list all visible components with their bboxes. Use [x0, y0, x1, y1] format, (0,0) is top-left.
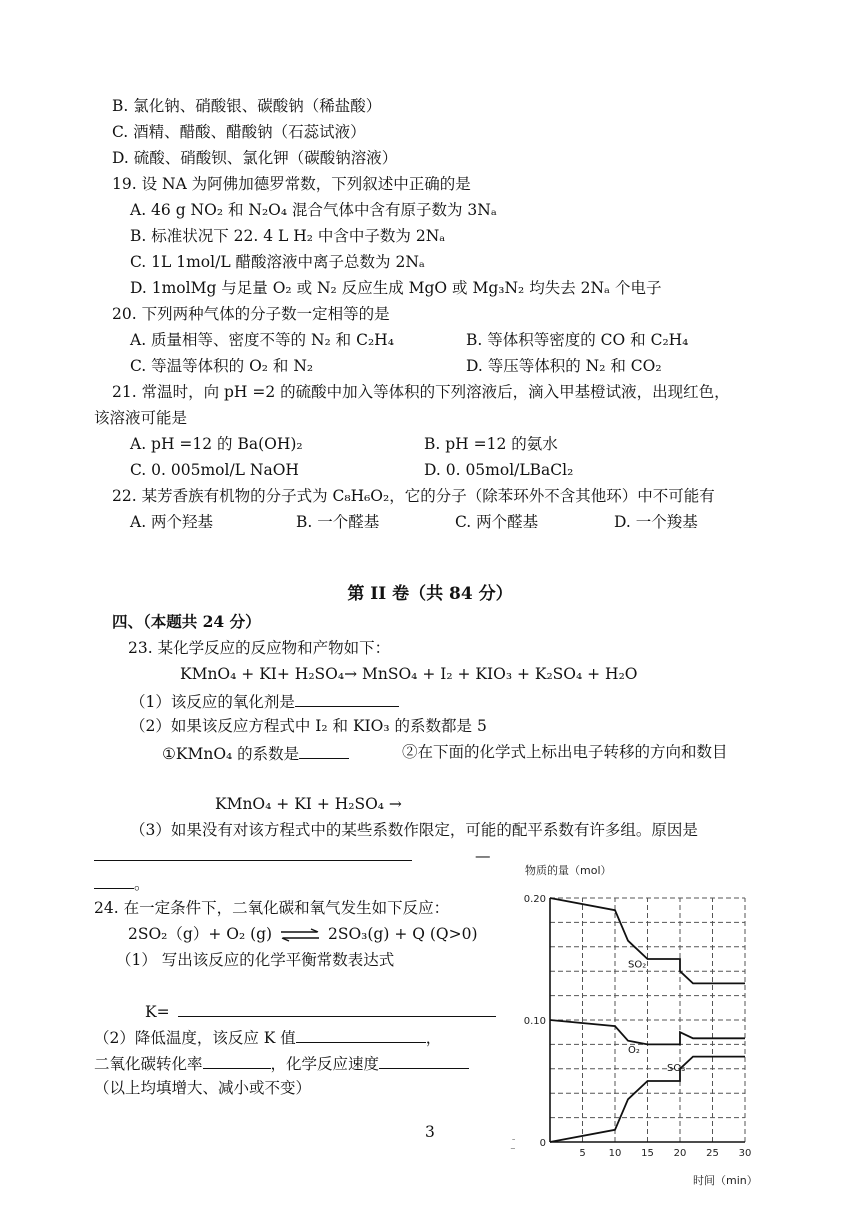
chart-x-tick-label: 30	[738, 1148, 752, 1159]
q24-part2-label: （2）降低温度，该反应 K 值	[94, 1029, 296, 1047]
q21-option-a: A. pH =12 的 Ba(OH)₂	[130, 435, 303, 453]
q20-option-c: C. 等温等体积的 O₂ 和 N₂	[130, 357, 314, 375]
conversion-blank[interactable]	[203, 1052, 271, 1069]
q23-part2a-label: ①KMnO₄ 的系数是	[162, 745, 300, 763]
q24-part1: （1） 写出该反应的化学平衡常数表达式	[116, 951, 395, 969]
chart-y-tick-label: 0.20	[523, 894, 546, 905]
part-2-heading: 第 II 卷（共 84 分）	[347, 584, 513, 604]
q23-part2: （2）如果该反应方程式中 I₂ 和 KIO₃ 的系数都是 5	[130, 717, 487, 735]
rate-label: ，化学反应速度	[270, 1055, 380, 1073]
q22-stem: 22. 某芳香族有机物的分子式为 C₈H₆O₂，它的分子（除苯环外不含其他环）中不可能有	[112, 487, 715, 505]
k-expression-blank[interactable]	[178, 1000, 496, 1017]
q19-option-c: C. 1L 1mol/L 醋酸溶液中离子总数为 2Nₐ	[130, 253, 425, 271]
q19-option-b: B. 标准状况下 22. 4 L H₂ 中含中子数为 2Nₐ	[130, 227, 446, 245]
period-mark: 。	[134, 875, 150, 893]
q22-option-a: A. 两个羟基	[130, 513, 214, 531]
q22-option-d: D. 一个羧基	[614, 513, 698, 531]
q23-part3: （3）如果没有对该方程式中的某些系数作限定，可能的配平系数有许多组。原因是	[130, 821, 698, 839]
equilibrium-arrows-icon	[279, 928, 321, 942]
k-value-blank[interactable]	[296, 1026, 426, 1043]
q23-stem: 23. 某化学反应的反应物和产物如下：	[128, 639, 391, 657]
q19-option-a: A. 46 g NO₂ 和 N₂O₄ 混合气体中含有原子数为 3Nₐ	[130, 201, 497, 219]
conversion-label: 二氧化碳转化率	[94, 1055, 203, 1073]
q19-stem: 19. 设 NA 为阿佛加德罗常数，下列叙述中正确的是	[112, 175, 471, 193]
q20-stem: 20. 下列两种气体的分子数一定相等的是	[112, 305, 390, 323]
q18-option-c: C. 酒精、醋酸、醋酸钠（石蕊试液）	[112, 123, 366, 141]
q23-equation: KMnO₄ + KI+ H₂SO₄→ MnSO₄ + I₂ + KIO₃ + K₂SO₄ + H₂O	[180, 665, 638, 683]
k-label: K=	[145, 1003, 170, 1021]
q23-part1	[130, 690, 399, 712]
q23-equation-2: KMnO₄ + KI + H₂SO₄ →	[215, 795, 402, 813]
q24-part2	[94, 1026, 441, 1048]
chart-y-tick-label: 0	[539, 1138, 546, 1149]
q23-part1-label: （1）该反应的氧化剂是	[130, 693, 295, 711]
page-number: 3	[425, 1123, 435, 1141]
stray-mark: 二	[510, 1135, 526, 1153]
q24-part2-line2	[94, 1052, 469, 1074]
chart-x-tick-label: 5	[579, 1148, 586, 1159]
chart-series-label: SO₃	[667, 1063, 686, 1075]
chart-y-tick-label: 0.10	[523, 1016, 546, 1027]
q20-option-b: B. 等体积等密度的 CO 和 C₂H₄	[466, 331, 689, 349]
q21-option-d: D. 0. 05mol/LBaCl₂	[424, 461, 574, 479]
q22-option-b: B. 一个醛基	[296, 513, 380, 531]
q19-option-d: D. 1molMg 与足量 O₂ 或 N₂ 反应生成 MgO 或 Mg₃N₂ 均失去 2Nₐ 个电子	[130, 279, 662, 297]
q18-option-b: B. 氯化钠、硝酸银、碳酸钠（稀盐酸）	[112, 97, 382, 115]
oxidant-answer-blank[interactable]	[295, 690, 399, 707]
dash-mark: —	[475, 847, 491, 865]
chart-x-tick-label: 25	[706, 1148, 719, 1159]
reason-answer-blank[interactable]	[94, 844, 412, 861]
mole-time-chart	[515, 858, 785, 1198]
q21-stem: 21. 常温时，向 pH =2 的硫酸中加入等体积的下列溶液后，滴入甲基橙试液，出现红色，	[112, 383, 730, 401]
reason-answer-tail	[94, 872, 150, 894]
rate-blank[interactable]	[379, 1052, 469, 1069]
chart-xlabel: 时间（min）	[693, 1174, 758, 1187]
q21-option-c: C. 0. 005mol/L NaOH	[130, 461, 299, 479]
q24-eq-right: 2SO₃(g) + Q (Q>0)	[327, 925, 478, 943]
chart-series-line	[550, 1020, 745, 1044]
chart-series-label: SO₂	[628, 959, 647, 971]
reason-answer-blank-2[interactable]	[94, 872, 134, 889]
chart-x-tick-label: 10	[608, 1148, 622, 1159]
section-4-heading: 四、（本题共 24 分）	[112, 612, 261, 631]
chart-x-tick-label: 15	[641, 1148, 654, 1159]
chart-x-tick-label: 20	[673, 1148, 687, 1159]
q21-option-b: B. pH =12 的氨水	[424, 435, 558, 453]
q24-stem: 24. 在一定条件下，二氧化碳和氧气发生如下反应：	[94, 899, 450, 917]
kmno4-coefficient-blank[interactable]	[299, 742, 349, 759]
q23-part2b: ②在下面的化学式上标出电子转移的方向和数目	[402, 743, 728, 761]
q23-part2a	[162, 742, 349, 764]
q24-part2-note: （以上均填增大、减小或不变）	[94, 1079, 312, 1097]
q20-option-a: A. 质量相等、密度不等的 N₂ 和 C₂H₄	[130, 331, 394, 349]
q22-option-c: C. 两个醛基	[455, 513, 539, 531]
q18-option-d: D. 硫酸、硝酸钡、氯化钾（碳酸钠溶液）	[112, 149, 398, 167]
q24-equation	[128, 924, 478, 944]
q20-option-d: D. 等压等体积的 N₂ 和 CO₂	[466, 357, 662, 375]
q21-stem-cont: 该溶液可能是	[94, 409, 188, 427]
comma-mark: ，	[425, 1029, 442, 1047]
q24-eq-left: 2SO₂（g）+ O₂ (g)	[128, 925, 273, 943]
k-expression	[145, 1000, 496, 1022]
chart-ylabel: 物质的量（mol）	[525, 864, 612, 877]
chart-series-label: O₂	[628, 1044, 640, 1056]
